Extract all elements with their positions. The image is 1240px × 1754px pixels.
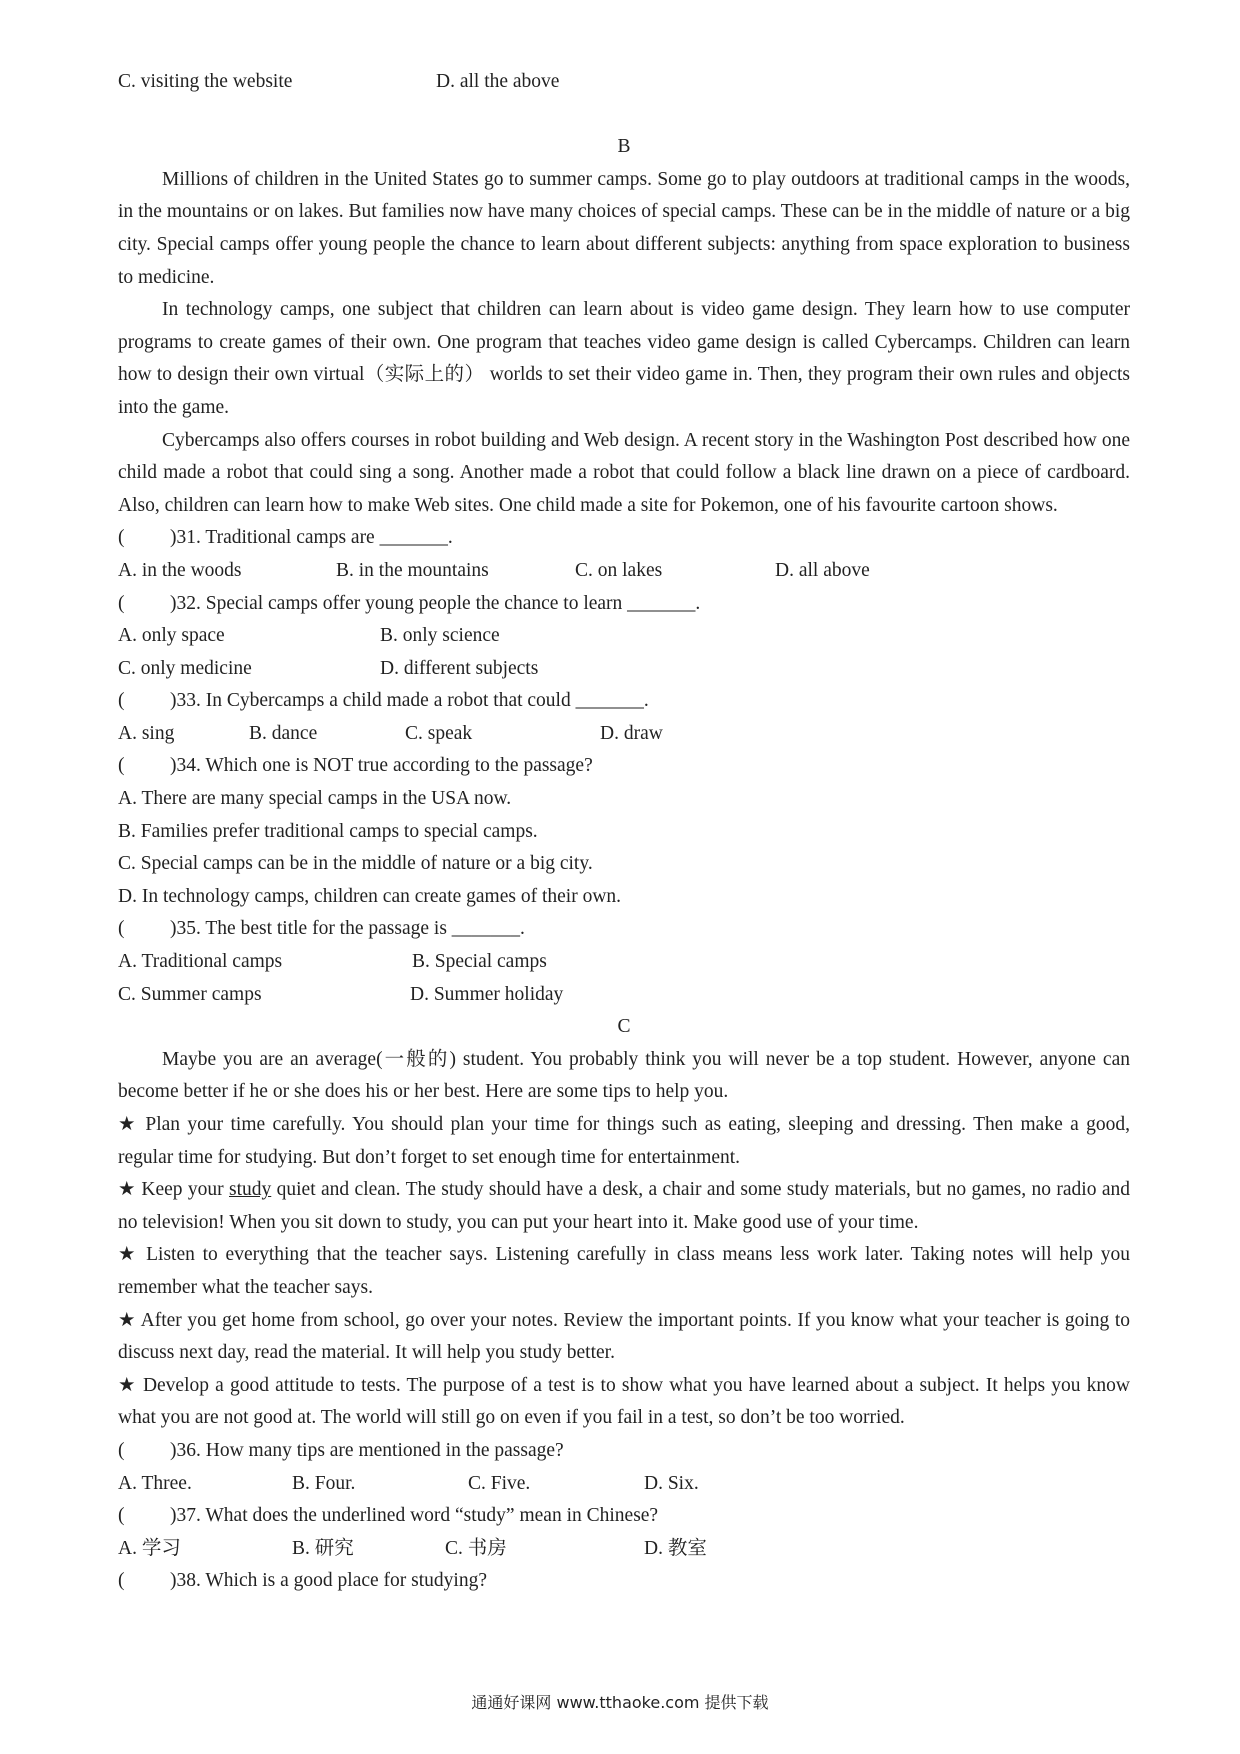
question-34: [118, 750, 1130, 783]
option-a: A. 学习: [118, 1537, 181, 1559]
option-b: B. 研究: [292, 1537, 354, 1559]
exam-page: [118, 66, 1130, 1598]
option-d: D. different subjects: [380, 657, 539, 679]
question-stem: )38. Which is a good place for studying?: [170, 1570, 487, 1592]
question-32: [118, 588, 1130, 621]
question-37: [118, 1500, 1130, 1533]
answer-blank[interactable]: (: [118, 592, 125, 614]
question-33: [118, 685, 1130, 718]
option-a: A. only space: [118, 625, 225, 647]
tip-4: ★ After you get home from school, go over your notes. Review the important points. If you know what your teacher is going to discuss next day, read the material. It will help you study better.: [118, 1309, 1130, 1364]
option-d: D. draw: [600, 722, 663, 744]
option-d: D. 教室: [644, 1537, 707, 1559]
question-33-options: [118, 718, 1130, 751]
underlined-word-study: study: [229, 1179, 272, 1201]
option-b: B. Special camps: [412, 951, 547, 973]
option-d: D. In technology camps, children can create games of their own.: [118, 885, 622, 907]
question-37-options: [118, 1533, 1130, 1566]
question-stem: )37. What does the underlined word “study” mean in Chinese?: [170, 1505, 659, 1527]
option-c: C. only medicine: [118, 657, 252, 679]
answer-blank[interactable]: (: [118, 527, 125, 549]
option-a: A. Traditional camps: [118, 951, 283, 973]
option-b: B. Four.: [292, 1472, 356, 1494]
question-stem: )34. Which one is NOT true according to the passage?: [170, 755, 593, 777]
option-d: D. all above: [775, 559, 870, 581]
option-a: A. Three.: [118, 1472, 192, 1494]
option-c: C. 书房: [445, 1537, 507, 1559]
option-c: C. on lakes: [575, 559, 663, 581]
option-c: C. speak: [405, 722, 473, 744]
option-b: B. only science: [380, 625, 500, 647]
question-stem: )32. Special camps offer young people the chance to learn _______.: [170, 592, 701, 614]
question-stem: )35. The best title for the passage is _______.: [170, 918, 525, 940]
answer-blank[interactable]: (: [118, 918, 125, 940]
page-footer: 通通好课网 www.tthaoke.com 提供下载: [471, 1693, 769, 1712]
section-c-heading: C: [617, 1016, 631, 1038]
option-c: C. Five.: [468, 1472, 531, 1494]
tip-5: ★ Develop a good attitude to tests. The purpose of a test is to show what you have learned about a subject. It helps you know what you are not good at. The world will still go on even if you fail in a test, so don’t be too worried.: [118, 1374, 1130, 1429]
section-b-paragraph-3: Cybercamps also offers courses in robot building and Web design. A recent story in the Washington Post described how one child made a robot that could sing a song. Another made a robot that could follow a black line drawn on a piece of cardboard. Also, children can learn how to make Web sites. One child made a site for Pokemon, one of his favourite cartoon shows.: [118, 429, 1130, 516]
answer-blank[interactable]: (: [118, 690, 125, 712]
question-32-options-row-2: [118, 653, 1130, 686]
option-a: A. There are many special camps in the USA now.: [118, 788, 512, 810]
option-a: A. sing: [118, 722, 175, 744]
option-a: A. in the woods: [118, 559, 242, 581]
option-b: B. in the mountains: [336, 559, 489, 581]
answer-blank[interactable]: (: [118, 755, 125, 777]
option-d: D. Six.: [644, 1472, 699, 1494]
question-stem: )31. Traditional camps are _______.: [170, 527, 453, 549]
tip-1: ★ Plan your time carefully. You should plan your time for things such as eating, sleeping and dressing. Then make a good, regular time for studying. But don’t forget to set enough time for entertainment.: [118, 1114, 1130, 1168]
option-d: D. Summer holiday: [410, 983, 564, 1005]
question-32-options-row-1: [118, 620, 1130, 653]
question-38: [118, 1565, 1130, 1598]
option-b: B. dance: [249, 722, 318, 744]
section-c-intro: Maybe you are an average(一般的) student. You probably think you will never be a top student. However, anyone can become better if he or she does his or her best. Here are some tips to help you.: [118, 1048, 1130, 1103]
answer-blank[interactable]: (: [118, 1505, 125, 1527]
option-d: D. all the above: [436, 71, 560, 92]
question-35: [118, 913, 1130, 946]
section-b-paragraph-2: In technology camps, one subject that children can learn about is video game design. They learn how to use computer programs to create games of their own. One program that teaches video game design is called Cybercamps. Children can learn how to design their own virtual（实际上的） worlds to set their video game in. Then, they program their own rules and objects into the game.: [118, 299, 1130, 418]
section-b-paragraph-1: Millions of children in the United States go to summer camps. Some go to play outdoors at traditional camps in the woods, in the mountains or on lakes. But families now have many choices of special camps. These can be in the middle of nature or a big city. Special camps offer young people the chance to learn about different subjects: anything from space exploration to business to medicine.: [118, 168, 1130, 288]
option-c: C. Special camps can be in the middle of nature or a big city.: [118, 853, 593, 875]
tip-3: ★ Listen to everything that the teacher says. Listening carefully in class means less work later. Taking notes will help you remember what the teacher says.: [118, 1244, 1130, 1298]
question-36: [118, 1435, 1130, 1468]
question-31: [118, 522, 1130, 555]
option-b: B. Families prefer traditional camps to special camps.: [118, 820, 538, 842]
answer-blank[interactable]: (: [118, 1570, 125, 1592]
top-options: [118, 66, 1130, 99]
question-stem: )36. How many tips are mentioned in the passage?: [170, 1439, 564, 1461]
answer-blank[interactable]: (: [118, 1439, 125, 1461]
question-35-options-row-2: [118, 979, 1130, 1012]
question-31-options: [118, 555, 1130, 588]
question-36-options: [118, 1468, 1130, 1501]
question-35-options-row-1: [118, 946, 1130, 979]
option-c: C. Summer camps: [118, 983, 262, 1005]
section-b-heading: B: [617, 136, 631, 158]
tip-2: ★ Keep your study quiet and clean. The study should have a desk, a chair and some study materials, but no games, no radio and no television! When you sit down to study, you can put your heart into it. Make good use of your time.: [118, 1179, 1130, 1233]
question-stem: )33. In Cybercamps a child made a robot that could _______.: [170, 690, 649, 712]
option-c: C. visiting the website: [118, 71, 293, 92]
